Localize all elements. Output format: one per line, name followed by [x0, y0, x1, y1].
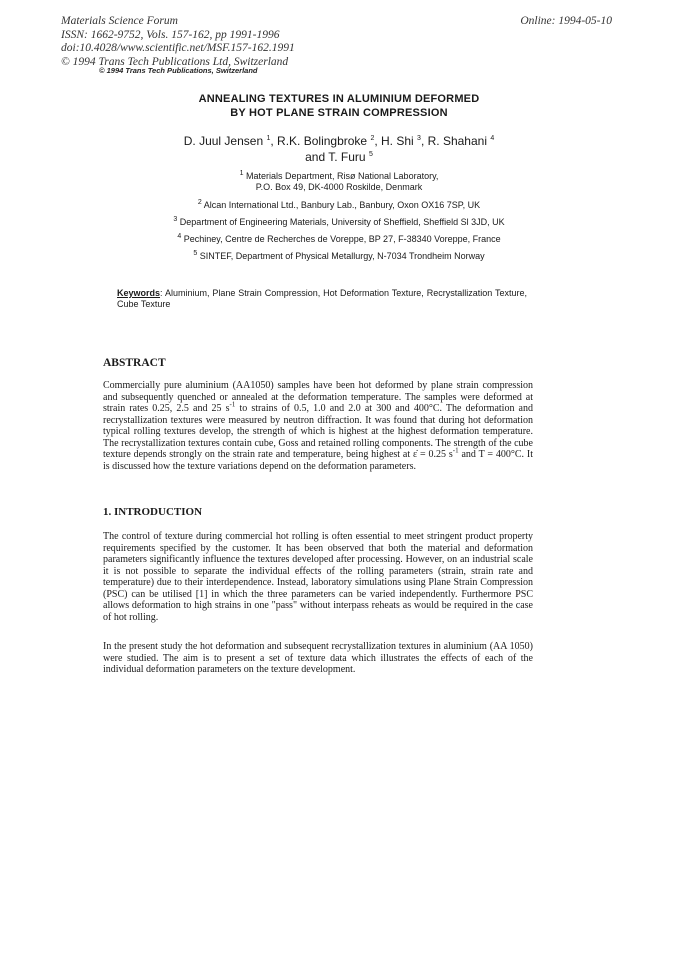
affiliation-3-text: Department of Engineering Materials, University of Sheffield, Sheffield Sl 3JD, UK: [179, 217, 505, 227]
abstract-part-2: to strains of 0.5, 1.0 and 2.0 at 300 and 400°C. The deformation and recrystallization textures were measured by neutron diffraction. It was found that during hot deformation typical rolling textures develop, the strength of which is highest at the highest deformation temperature. The recrystallization textures contain cube, Goss and retained rolling components. The strength of the cube texture depends strongly on the strain rate and temperature, being highest at ε̇ = 0.25 s: [103, 403, 533, 460]
title-line-1: ANNEALING TEXTURES IN ALUMINIUM DEFORMED: [198, 93, 480, 105]
affiliation-3-number: 3: [173, 216, 178, 223]
affiliation-3: [0, 217, 678, 228]
title-line-2: BY HOT PLANE STRAIN COMPRESSION: [230, 107, 448, 119]
keywords-label: Keywords: [117, 288, 161, 298]
author-4-affil: 4: [490, 135, 495, 142]
affiliation-1-number: 1: [239, 170, 244, 177]
affiliation-5-text: SINTEF, Department of Physical Metallurgy, N-7034 Trondheim Norway: [199, 251, 485, 261]
author-4: R. Shahani: [427, 134, 487, 148]
journal-name: Materials Science Forum: [61, 15, 178, 27]
introduction-heading: 1. INTRODUCTION: [103, 506, 203, 518]
affiliation-2-number: 2: [197, 199, 202, 206]
online-date: Online: 1994-05-10: [520, 15, 612, 27]
abstract-part-3: and T = 400°C. It is discussed how the texture variations depend on the deformation parameters.: [103, 449, 533, 472]
author-5-affil: 5: [368, 151, 373, 158]
introduction-paragraph-2: In the present study the hot deformation and subsequent recrystallization textures in aluminium (AA 1050) were studied. The aim is to present a set of texture data which illustrates the effects of each of the individual deformation parameters on the texture development.: [103, 641, 533, 675]
keywords-block: Keywords: Aluminium, Plane Strain Compression, Hot Deformation Texture, Recrystallization Texture, Cube Texture: [117, 288, 527, 309]
issn-line: ISSN: 1662-9752, Vols. 157-162, pp 1991-1996: [61, 28, 280, 41]
affiliation-4: [0, 234, 678, 245]
authors-line-1: D. Juul Jensen $^1$, R.K. Bolingbroke $^2$, H. Shi $^3$, R. Shahani $^4$: [183, 134, 495, 148]
affiliation-1: [0, 171, 678, 193]
author-3-affil: 3: [417, 135, 421, 142]
abstract-sup-1: -1: [229, 400, 236, 409]
copyright-line: © 1994 Trans Tech Publications Ltd, Switzerland: [61, 55, 289, 68]
author-3: H. Shi: [381, 134, 414, 148]
affiliation-4-text: Pechiney, Centre de Recherches de Voreppe, BP 27, F-38340 Voreppe, France: [183, 234, 501, 244]
affiliation-2-text: Alcan International Ltd., Banbury Lab., Banbury, Oxon OX16 7SP, UK: [203, 200, 481, 210]
doi-link[interactable]: doi:10.4028/www.scientific.net/MSF.157-162.1991: [61, 42, 295, 54]
abstract-body: [103, 380, 533, 472]
author-list: [0, 133, 678, 165]
affiliation-2: [0, 200, 678, 211]
author-2-affil: 2: [370, 135, 375, 142]
affiliation-5: [0, 251, 678, 262]
affiliation-4-number: 4: [177, 233, 182, 240]
paper-title: [0, 92, 678, 120]
affiliation-1-line-1: Materials Department, Risø National Laboratory,: [246, 171, 439, 181]
journal-header: [61, 15, 295, 69]
author-2: R.K. Bolingbroke: [277, 134, 368, 148]
abstract-heading: ABSTRACT: [103, 357, 166, 369]
abstract-sup-2: -1: [452, 446, 459, 455]
copyright-small: © 1994 Trans Tech Publications, Switzerland: [99, 66, 258, 75]
authors-line-2: [0, 149, 678, 165]
affiliation-5-number: 5: [193, 250, 198, 257]
introduction-paragraph-1: The control of texture during commercial hot rolling is often essential to meet stringent product property requirements specified by the customer. It has been observed that both the material and deformation parameters significantly influence the textures developed after processing. However, on an industrial scale it is not possible to separate the individual effects of the rolling parameters (strain, strain rate and temperature) due to their interdependence. Instead, laboratory simulations using Plane Strain Compression (PSC) can be utilised [1] in which the three parameters can be varied independently. Furthermore PSC allows deformation to high strains in one "pass" without interpass reheats as would be required in the case of hot rolling.: [103, 531, 533, 623]
author-1: D. Juul Jensen: [183, 134, 264, 148]
affiliations: [0, 171, 678, 268]
abstract-part-1: Commercially pure aluminium (AA1050) samples have been hot deformed by plane strain compression and subsequently quenched or annealed at the deformation temperature. The samples were deformed at strain rates 0.25, 2.5 and 25 s: [103, 380, 533, 414]
keywords-text: Aluminium, Plane Strain Compression, Hot Deformation Texture, Recrystallization Texture, Cube Texture: [117, 288, 527, 309]
affiliation-1-line-2: P.O. Box 49, DK-4000 Roskilde, Denmark: [255, 182, 423, 192]
author-5: and T. Furu: [305, 150, 366, 164]
author-1-affil: 1: [266, 135, 271, 142]
